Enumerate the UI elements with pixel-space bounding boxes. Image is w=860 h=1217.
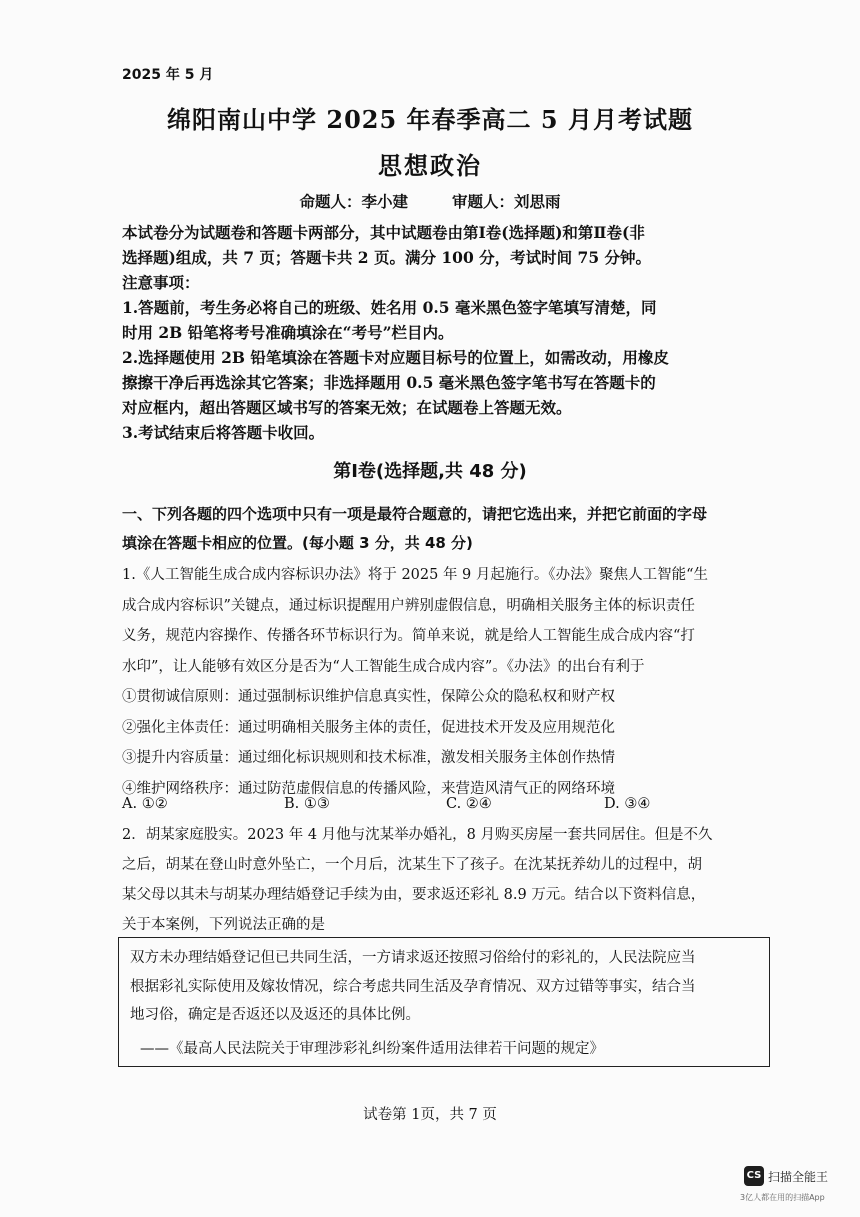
section-instruction [122, 500, 707, 558]
question-2-line: 关于本案例，下列说法正确的是 [122, 917, 325, 933]
intro-line: 注意事项： [122, 273, 200, 292]
question-1-option-a: A. ①② [122, 796, 168, 812]
camscanner-logo-icon: CS [744, 1166, 764, 1186]
intro-line: 擦擦干净后再选涂其它答案；非选择题用 0.5 毫米黑色签字笔书写在答题卡的 [122, 373, 656, 392]
watermark-tagline: 3亿人都在用的扫描App [740, 1193, 825, 1202]
intro-line: 本试卷分为试题卷和答题卡两部分，其中试题卷由第Ⅰ卷(选择题)和第Ⅱ卷(非 [122, 223, 645, 242]
question-1-line: 水印”，让人能够有效区分是否为“人工智能生成合成内容”。《办法》的出台有利于 [122, 658, 645, 675]
question-1-statement: ③提升内容质量：通过细化标识规则和技术标准，激发相关服务主体创作热情 [122, 750, 615, 766]
exam-title: 绵阳南山中学 2025 年春季高二 5 月月考试题 [167, 105, 693, 134]
page-footer: 试卷第 1页，共 7 页 [363, 1107, 497, 1123]
legal-excerpt-source: ——《最高人民法院关于审理涉彩礼纠纷案件适用法律若干问题的规定》 [140, 1041, 604, 1057]
exam-subject: 思想政治 [378, 151, 482, 180]
legal-excerpt-text [130, 944, 696, 1030]
section-title: 第Ⅰ卷(选择题,共 48 分) [333, 461, 527, 482]
intro-line: 对应框内，超出答题区域书写的答案无效；在试题卷上答题无效。 [122, 398, 572, 417]
question-2-line: 之后，胡某在登山时意外坠亡，一个月后，沈某生下了孩子。在沈某抚养幼儿的过程中，胡 [122, 857, 702, 873]
question-1-line: 义务，规范内容操作、传播各环节标识行为。简单来说，就是给人工智能生成合成内容“打 [122, 628, 695, 644]
question-1-option-b: B. ①③ [284, 796, 330, 812]
exam-instructions [122, 220, 669, 445]
legal-excerpt-line: 地习俗，确定是否返还以及返还的具体比例。 [130, 1007, 420, 1023]
question-2-line: 2．胡某家庭股实。2023 年 4 月他与沈某举办婚礼，8 月购买房屋一套共同居住。但是不久 [122, 827, 713, 843]
question-1-statement: ④维护网络秩序：通过防范虚假信息的传播风险，来营造风清气正的网络环境 [122, 780, 615, 797]
question-1-option-d: D. ③④ [604, 796, 651, 812]
question-1-line: 成合成内容标识”关键点，通过标识提醒用户辨别虚假信息，明确相关服务主体的标识责任 [122, 597, 695, 614]
legal-excerpt-line: 双方未办理结婚登记但已共同生活，一方请求返还按照习俗给付的彩礼的，人民法院应当 [130, 950, 696, 966]
intro-line: 时用 2B 铅笔将考号准确填涂在“考号”栏目内。 [122, 323, 454, 342]
question-setter: 命题人：李小建 [299, 192, 408, 211]
intro-line: 2.选择题使用 2B 铅笔填涂在答题卡对应题目标号的位置上，如需改动，用橡皮 [122, 348, 669, 367]
instruction-line: 填涂在答题卡相应的位置。(每小题 3 分，共 48 分) [122, 534, 473, 552]
question-2-line: 某父母以其未与胡某办理结婚登记手续为由，要求返还彩礼 8.9 万元。结合以下资料信息， [122, 887, 706, 903]
watermark-name: 扫描全能王 [768, 1170, 829, 1184]
question-1-line: 1.《人工智能生成合成内容标识办法》将于 2025 年 9 月起施行。《办法》聚焦人工智能“生 [122, 567, 709, 583]
question-2 [122, 820, 713, 940]
intro-line: 选择题)组成，共 7 页；答题卡共 2 页。满分 100 分，考试时间 75 分钟。 [122, 248, 651, 267]
intro-line: 1.答题前，考生务必将自己的班级、姓名用 0.5 毫米黑色签字笔填写清楚，同 [122, 298, 657, 317]
legal-excerpt-line: 根据彩礼实际使用及嫁妆情况，综合考虑共同生活及孕育情况、双方过错等事实，结合当 [130, 978, 696, 995]
question-1-statement: ①贯彻诚信原则：通过强制标识维护信息真实性，保障公众的隐私权和财产权 [122, 689, 615, 705]
question-1 [122, 560, 708, 804]
intro-line: 3.考试结束后将答题卡收回。 [122, 423, 325, 442]
exam-authors [0, 190, 860, 212]
question-1-option-c: C. ②④ [446, 796, 492, 812]
question-reviewer: 审题人：刘思雨 [452, 192, 561, 211]
instruction-line: 一、下列各题的四个选项中只有一项是最符合题意的，请把它选出来，并把它前面的字母 [122, 505, 708, 523]
exam-date: 2025 年 5 月 [122, 67, 214, 83]
question-1-statement: ②强化主体责任：通过明确相关服务主体的责任，促进技术开发及应用规范化 [122, 719, 615, 736]
